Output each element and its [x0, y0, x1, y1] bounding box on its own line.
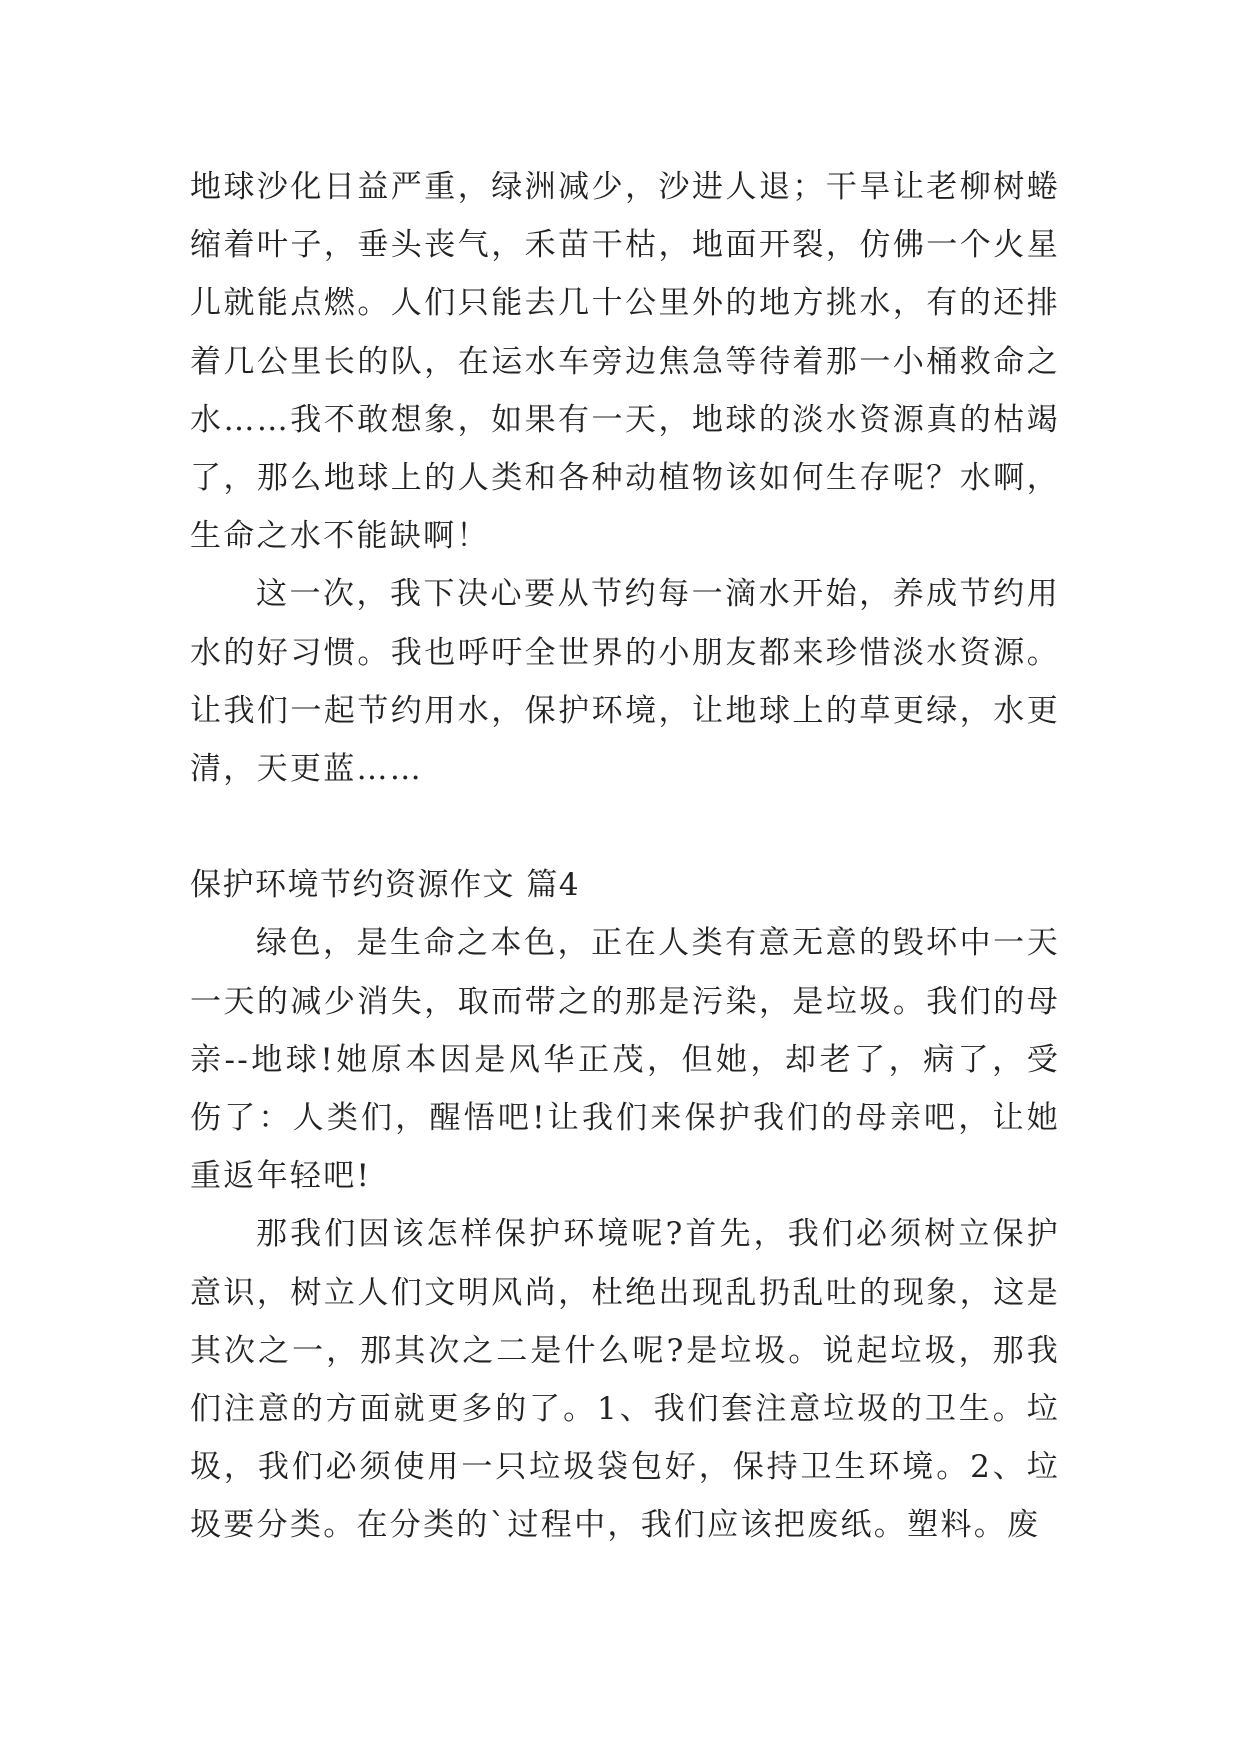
- document-page: [190, 158, 1060, 1555]
- section-title: 保护环境节约资源作文 篇4: [190, 867, 581, 904]
- paragraph-green-earth: 绿色，是生命之本色，正在人类有意无意的毁坏中一天一天的减少消失，取而带之的那是污染，是垃圾。我们的母亲--地球!她原本因是风华正茂，但她，却老了，病了，受伤了：人类们，醒悟吧!让我们来保护我们的母亲吧，让她重返年轻吧!: [190, 925, 1060, 1195]
- paragraph-drought: 地球沙化日益严重，绿洲减少，沙进人退；干旱让老柳树蜷缩着叶子，垂头丧气，禾苗干枯，地面开裂，仿佛一个火星儿就能点燃。人们只能去几十公里外的地方挑水，有的还排着几公里长的队，在运水车旁边焦急等待着那一小桶救命之水……我不敢想象，如果有一天，地球的淡水资源真的枯竭了，那么地球上的人类和各种动植物该如何生存呢？水啊，生命之水不能缺啊！: [190, 169, 1060, 555]
- paragraph-how-to-protect: 那我们因该怎样保护环境呢?首先，我们必须树立保护意识，树立人们文明风尚，杜绝出现乱扔乱吐的现象，这是其次之一，那其次之二是什么呢?是垃圾。说起垃圾，那我们注意的方面就更多的了。1、我们套注意垃圾的卫生。垃圾，我们必须使用一只垃圾袋包好，保持卫生环境。2、垃圾要分类。在分类的`过程中，我们应该把废纸。塑料。废: [190, 1216, 1060, 1544]
- paragraph-save-water: 这一次，我下决心要从节约每一滴水开始，养成节约用水的好习惯。我也呼吁全世界的小朋友都来珍惜淡水资源。让我们一起节约用水，保护环境，让地球上的草更绿，水更清，天更蓝……: [190, 576, 1060, 788]
- section-gap: [190, 798, 1060, 856]
